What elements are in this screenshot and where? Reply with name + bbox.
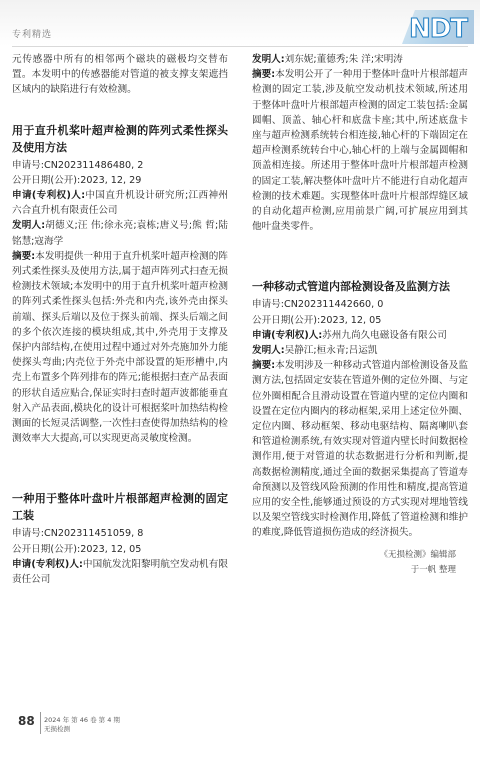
section-title: 专利精选: [12, 30, 53, 40]
footer-divider: [40, 712, 41, 734]
inventors-line: [252, 52, 468, 67]
abstract-text: 本发明公开了一种用于整体叶盘叶片根部超声检测的固定工装,涉及航空发动机技术领域,所述用于整体叶盘叶片根部超声检测的固定工装包括:金属圆帽、顶盖、轴心杆和底盘卡座;其中,所述底盘卡座与超声检测系统转台相连接,轴心杆的下端固定在超声检测系统转台中心,轴心杆的上端与金属圆帽和顶盖相连接。所述用于整体叶盘叶片根部超声检测的固定工装,解决整体叶盘叶片不能进行自动化超声检测的技术难题。实现整体叶盘叶片根部焊缝区域的自动化超声检测,应用前景广阔,可扩展应用到其他叶盘类零件。: [252, 69, 468, 233]
abstract: [252, 358, 468, 540]
entry-title: 一种移动式管道内部检测设备及监测方法: [252, 280, 450, 294]
patent-entry: [12, 490, 228, 587]
abstract: [12, 249, 228, 447]
inventors-line: [252, 343, 468, 358]
right-column: [252, 52, 468, 541]
publication-date: 公开日期(公开):2023, 12, 29: [12, 174, 142, 186]
abstract-text: 本发明涉及一种移动式管道内部检测设备及监测方法,包括固定安装在管道外侧的定位外圈、与定位外圈相配合且滑动设置在管道内壁的定位内圈和设置在定位内圈内的移动框架,采用上述定位外圈、定位内圈、移动框架、移动电驱结构、隔离喇叭套和管道检测系统,有效实现对管道内壁长时间数据检测作用,便于对管道的状态数据进行分析和判断,提高数据检测精度,通过全面的数据采集提高了管道寿命预测以及管线风险预测的作用性和精度,提高管道应用的安全性,能够通过预设的方式实现对埋地管线以及架空管线实时检测作用,降低了管道检测和维护的难度,降低管道损伤造成的经济损失。: [252, 360, 468, 539]
abstract: [252, 67, 468, 234]
applicant-value: 中国航发沈阳黎明航空发动机有限责任公司: [12, 558, 229, 586]
applicant-line: [12, 188, 228, 218]
left-column: [12, 52, 228, 587]
applicant-line: [252, 328, 468, 343]
issue-info: 2024 年 第 46 卷 第 4 期: [44, 716, 120, 724]
applicant-label: 申请(专利权)人:: [12, 190, 86, 202]
applicant-value: 中国直升机设计研究所;江西神州六合直升机有限责任公司: [12, 190, 229, 217]
logo-main: ND: [408, 14, 451, 44]
header-divider: [12, 46, 468, 47]
inventors-label: 发明人:: [12, 220, 46, 232]
footer-issue: [44, 716, 120, 734]
entry-title: 一种用于整体叶盘叶片根部超声检测的固定工装: [12, 492, 228, 523]
editor-credit: [296, 548, 456, 578]
abstract-text: 本发明提供一种用于直升机桨叶超声检测的阵列式柔性探头及使用方法,属于超声阵列式扫查无损检测技术领域;本发明中的用于直升机桨叶超声检测的阵列式柔性探头包括:外壳和内壳,该外壳由探头前端、探头后端以及位于探头前端、探头后端之间的多个依次连接的模块组成,其中,外壳用于支撑及保护内部结构,在使用过程中通过对外壳施加外力能使探头弯曲;内壳位于外壳中部设置的矩形槽中,内壳上布置多个阵列排布的阵元;能根据扫查产品表面的形状自适应贴合,保证实时扫查时超声波都能垂直射入产品表面,模块化的设计可根据桨叶加热结构检测面的长短灵活调整,一次性扫查使得加热结构的检测效率大大提高,可以实现更高灵敏度检测。: [12, 250, 228, 445]
entry-title: 用于直升机桨叶超声检测的阵列式柔性探头及使用方法: [12, 123, 228, 154]
intro-paragraph: 元传感器中所有的相邻两个磁块的磁极均交替布置。本发明中的传感器能对管道的被支撑支架遮挡区域内的缺陷进行有效检测。: [12, 54, 228, 96]
abstract-label: 摘要:: [252, 69, 276, 81]
patent-entry-continued: [252, 52, 468, 234]
ndt-logo: [402, 10, 474, 44]
patent-entry: [252, 278, 468, 540]
application-number: 申请号:CN202311442660, 0: [252, 299, 384, 311]
logo-accent: T: [450, 14, 468, 44]
applicant-label: 申请(专利权)人:: [12, 558, 83, 570]
publication-date: 公开日期(公开):2023, 12, 05: [12, 543, 142, 555]
page-number: 88: [18, 714, 35, 728]
application-number: 申请号:CN202311451059, 8: [12, 528, 144, 540]
journal-name: 无损检测: [44, 725, 70, 733]
publication-date: 公开日期(公开):2023, 12, 05: [252, 314, 382, 326]
editor-line-2: 于一帆 整理: [410, 565, 456, 575]
inventors-value: 吴静江;桓永青;吕运凯: [284, 345, 378, 357]
inventors-label: 发明人:: [252, 54, 285, 65]
inventors-line: [12, 218, 228, 248]
logo-text: [409, 14, 467, 44]
applicant-line: [12, 557, 228, 587]
applicant-label: 申请(专利权)人:: [252, 329, 323, 341]
patent-entry: [12, 122, 228, 447]
inventors-value: 胡德义;汪 伟;徐永亮;袁栋;唐义号;熊 哲;陆铭慧;寇海学: [12, 220, 228, 247]
applicant-value: 苏州九尚久电磁设备有限公司: [322, 329, 447, 341]
inventors-label: 发明人:: [252, 345, 285, 357]
abstract-label: 摘要:: [252, 360, 276, 372]
editor-line-1: 《无损检测》编辑部: [379, 550, 456, 560]
application-number: 申请号:CN202311486480, 2: [12, 159, 144, 171]
inventors-value: 刘东妮;董德秀;朱 洋;宋明涛: [284, 54, 403, 65]
abstract-label: 摘要:: [12, 250, 36, 262]
